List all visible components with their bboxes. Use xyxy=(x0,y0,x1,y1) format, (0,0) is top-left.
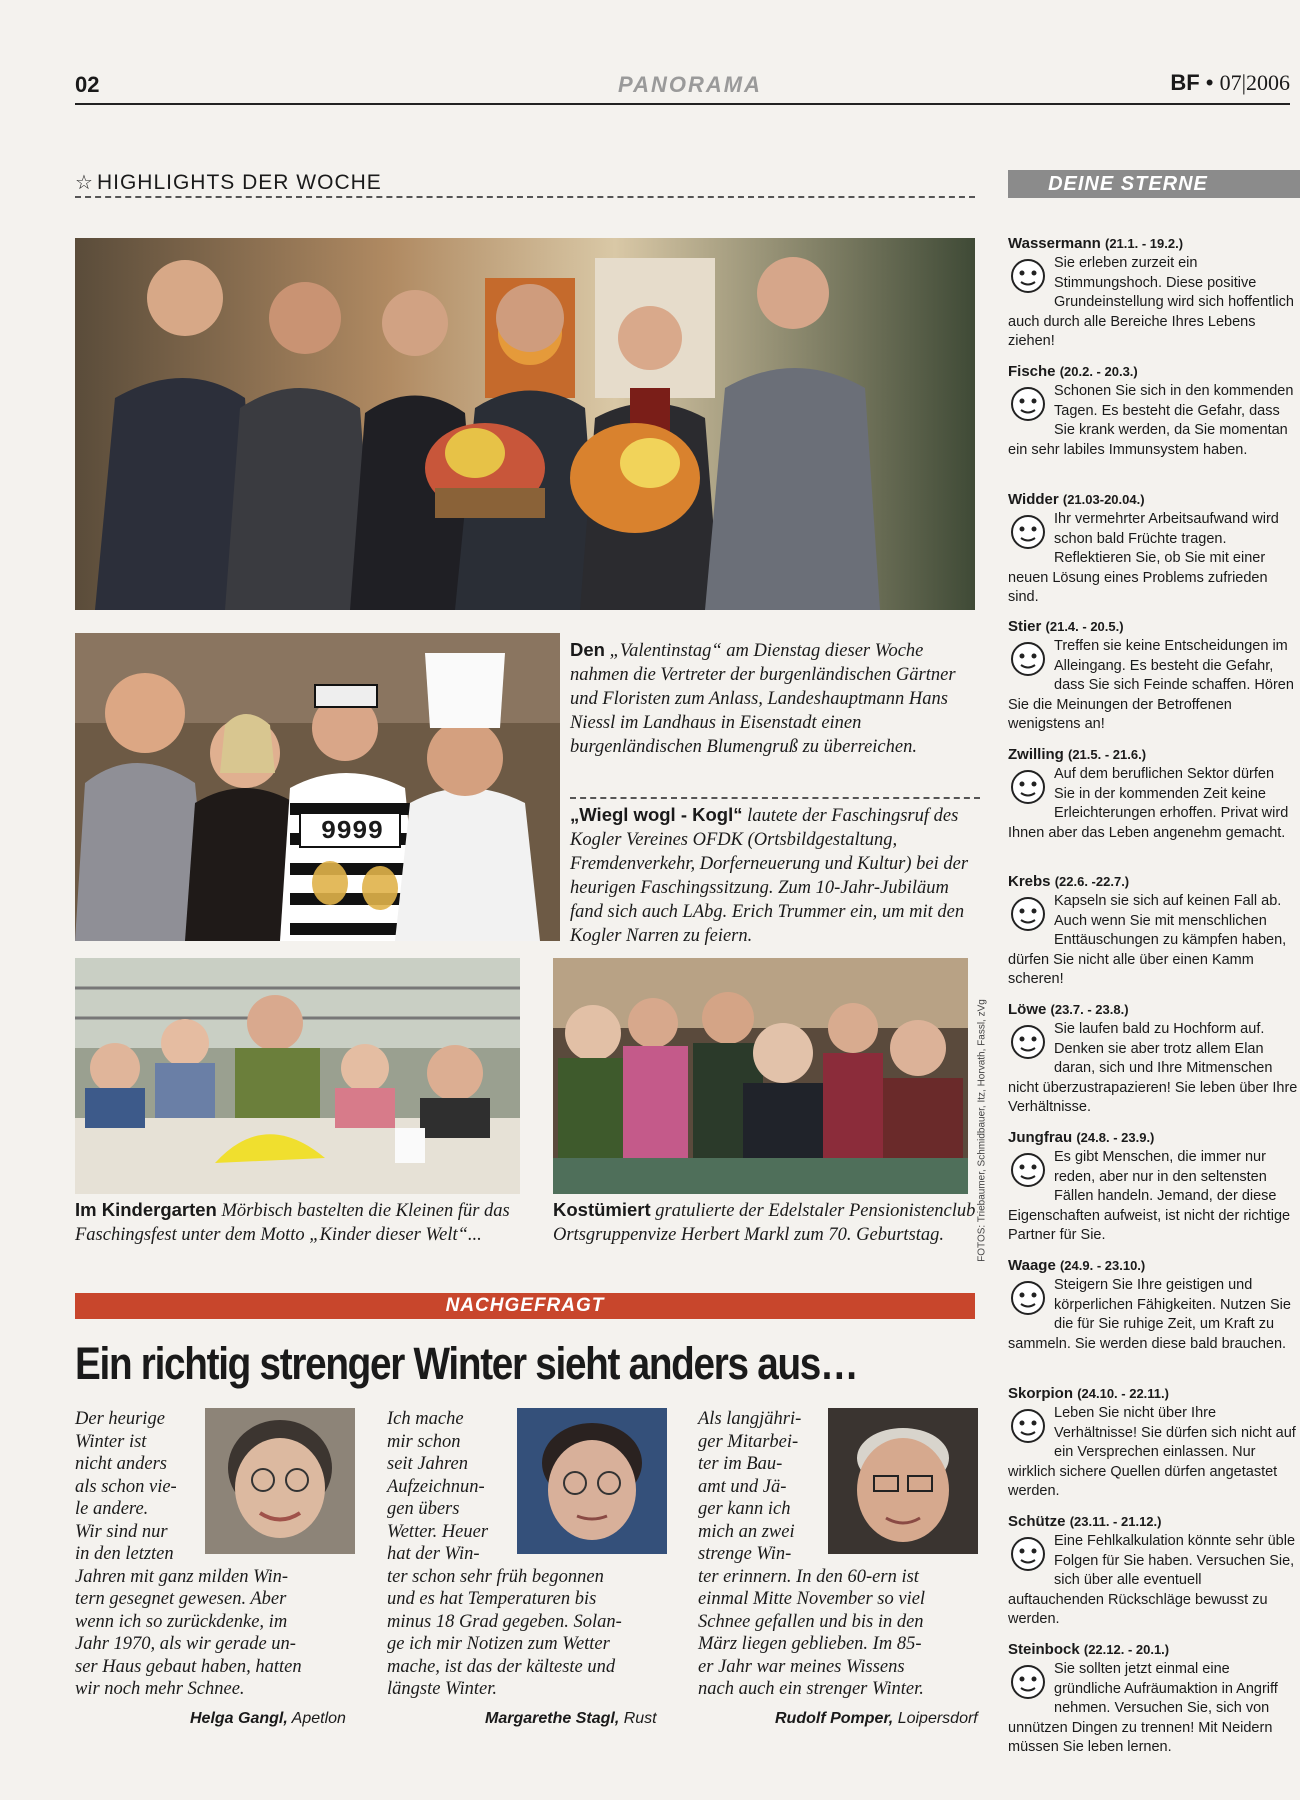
sign-name: Jungfrau xyxy=(1008,1129,1073,1146)
interview-rudolf-pomper xyxy=(698,1408,988,1708)
caption-fasching-text: lautete der Faschingsruf des Kogler Vereines OFDK (Ortsbildgestaltung, Fremdenverkehr, Dorferneuerung und Kultur) bei der heurigen Faschingssitzung. Zum 10-Jahr-Jubiläum fand sich auch LAbg. Erich Trummer ein, um mit den Kogler Narren zu feiern. xyxy=(570,806,969,946)
signature-rudolf-pomper: Rudolf Pomper, Loipersdorf xyxy=(775,1710,978,1727)
horoscope-sign-name xyxy=(1008,745,1298,765)
sign-name: Krebs xyxy=(1008,873,1051,890)
horoscope-sign-text xyxy=(1008,254,1298,352)
interview-line: strenge Win- xyxy=(698,1544,792,1564)
sign-dates: (21.5. - 21.6.) xyxy=(1068,747,1147,762)
interview-line: ter im Bau- xyxy=(698,1454,783,1474)
horoscope-sign-widder xyxy=(1008,490,1298,608)
section-title: PANORAMA xyxy=(618,72,762,97)
brand-name: BF xyxy=(1170,70,1200,95)
sign-text: Eine Fehlkalkulation könnte sehr üble Folgen für Sie haben. Versuchen Sie, sich über alle eventuell auftauchenden Rückschläge bewusst zu werden. xyxy=(1008,1533,1296,1627)
interview-line: wir noch mehr Schnee. xyxy=(75,1679,245,1699)
sign-dates: (23.11. - 21.12.) xyxy=(1069,1514,1162,1529)
sign-dates: (24.9. - 23.10.) xyxy=(1059,1258,1146,1273)
sign-name: Zwilling xyxy=(1008,746,1064,763)
sign-text: Sie erleben zurzeit ein Stimmungshoch. Diese positive Grundeinstellung wird sich hoffentlich auch durch alle Bereiche Ihres Lebens ziehen! xyxy=(1008,255,1294,349)
highlights-heading xyxy=(75,170,975,198)
sign-text: Leben Sie nicht über Ihre Verhältnisse! Sie dürfen sich nicht auf ein Versprechen einlassen. Nur wirklich sichere Quellen dürfen angetastet werden. xyxy=(1008,1405,1296,1499)
photo-fasching-kogl xyxy=(75,633,560,941)
interview-line: nach auch ein strenger Winter. xyxy=(698,1679,924,1699)
signature-helga-gangl: Helga Gangl, Apetlon xyxy=(190,1710,346,1727)
scorpio-icon xyxy=(1008,1406,1048,1446)
interview-line: mache, ist das der kälteste und xyxy=(387,1656,616,1677)
interview-margarethe-stagl xyxy=(387,1408,677,1708)
interview-line: tern gesegnet gewesen. Aber xyxy=(75,1589,287,1609)
caption-fasching xyxy=(570,797,980,948)
interview-line: amt und Jä- xyxy=(698,1476,787,1497)
horoscope-sign-text xyxy=(1008,1660,1298,1758)
page-number: 02 xyxy=(75,72,100,97)
caption-kostuemiert xyxy=(553,1198,983,1247)
horoscope-sign-name xyxy=(1008,872,1298,892)
capricorn-icon xyxy=(1008,1662,1048,1702)
photo-pensionistenclub xyxy=(553,958,968,1194)
interview-line: Aufzeichnun- xyxy=(387,1476,485,1497)
caption-kindergarten-lead: Im Kindergarten xyxy=(75,1199,217,1220)
aquarius-icon xyxy=(1008,256,1048,296)
horoscope-sign-name xyxy=(1008,617,1298,637)
aries-icon xyxy=(1008,512,1048,552)
interview-line: nicht anders xyxy=(75,1454,167,1474)
interview-line: in den letzten xyxy=(75,1544,174,1564)
sign-name: Widder xyxy=(1008,491,1059,508)
horoscope-sign-text xyxy=(1008,765,1298,843)
horoscope-sign-name xyxy=(1008,1640,1298,1660)
sign-text: Steigern Sie Ihre geistigen und körperlichen Fähigkeiten. Nutzen Sie die für Sie ruhige Zeit, um Kraft zu sammeln. Sie werden diese bald brauchen. xyxy=(1008,1277,1291,1352)
highlights-title: HIGHLIGHTS DER WOCHE xyxy=(96,171,382,194)
issue-number: 07|2006 xyxy=(1219,70,1290,95)
signature-margarethe-stagl: Margarethe Stagl, Rust xyxy=(485,1710,657,1727)
interview-line: März liegen geblieben. Im 85- xyxy=(698,1634,922,1654)
photo-valentinstag-group xyxy=(75,238,975,610)
pisces-icon xyxy=(1008,384,1048,424)
interview-line: er Jahr war meines Wissens xyxy=(698,1656,905,1677)
horoscope-sign-text xyxy=(1008,892,1298,990)
horoscope-sign-text xyxy=(1008,1148,1298,1246)
horoscope-sign-skorpion xyxy=(1008,1384,1298,1502)
horoscope-sign-text xyxy=(1008,382,1298,460)
sign-dates: (24.8. - 23.9.) xyxy=(1076,1130,1155,1145)
horoscope-sign-name xyxy=(1008,1000,1298,1020)
interview-line: als schon vie- xyxy=(75,1476,177,1497)
interview-line: hat der Win- xyxy=(387,1544,480,1564)
horoscope-sign-krebs xyxy=(1008,872,1298,990)
interview-line: längste Winter. xyxy=(387,1679,497,1699)
interview-line: Als langjähri- xyxy=(698,1409,802,1429)
nachgefragt-headline: Ein richtig strenger Winter sieht anders aus… xyxy=(75,1338,858,1389)
interview-helga-gangl xyxy=(75,1408,365,1708)
interview-line: Jahren mit ganz milden Win- xyxy=(75,1566,289,1587)
interview-line: minus 18 Grad gegeben. Solan- xyxy=(387,1611,622,1632)
interview-line: einmal Mitte November so viel xyxy=(698,1589,926,1609)
sign-text: Sie laufen bald zu Hochform auf. Denken sie aber trotz allem Elan daran, sich und Ihre Mitmenschen nicht überzustrapazieren! Sie leben über Ihre Verhältnisse. xyxy=(1008,1021,1298,1115)
photo-kindergarten xyxy=(75,958,520,1194)
virgo-icon xyxy=(1008,1150,1048,1190)
horoscope-sign-stier xyxy=(1008,617,1298,735)
portrait-helga-gangl xyxy=(205,1408,355,1554)
sign-dates: (24.10. - 22.11.) xyxy=(1077,1386,1169,1401)
sign-dates: (20.2. - 20.3.) xyxy=(1059,364,1138,379)
sign-dates: (22.12. - 20.1.) xyxy=(1083,1642,1170,1657)
horoscope-sign-jungfrau xyxy=(1008,1128,1298,1246)
sign-name: Wassermann xyxy=(1008,235,1101,252)
sign-text: Sie sollten jetzt einmal eine gründliche Aufräumaktion in Angriff nehmen. Versuchen Sie, sich von unnützen Dingen zu trennen! Mit Neidern müssen Sie leben lernen. xyxy=(1008,1661,1278,1755)
horoscope-sign-text xyxy=(1008,1276,1298,1354)
portrait-margarethe-stagl xyxy=(517,1408,667,1554)
horoscope-sign-name xyxy=(1008,1256,1298,1276)
caption-valentinstag xyxy=(570,638,980,759)
interview-line: Jahr 1970, als wir gerade un- xyxy=(75,1634,296,1654)
caption-kostuemiert-text: gratulierte der Edelstaler Pensionistenclub Ortsgruppenvize Herbert Markl zum 70. Geburtstag. xyxy=(553,1201,976,1245)
horoscope-sign-text xyxy=(1008,510,1298,608)
horoscope-sign-text xyxy=(1008,1404,1298,1502)
sign-text: Treffen sie keine Entscheidungen im Alleingang. Es besteht die Gefahr, dass Sie sich Feinde schaffen. Hören Sie die Meinungen der Betroffenen wenigstens an! xyxy=(1008,638,1294,732)
sign-dates: (21.03-20.04.) xyxy=(1062,492,1145,507)
star-icon: ☆ xyxy=(75,172,93,194)
interview-line: ger Mitarbei- xyxy=(698,1431,799,1452)
deine-sterne-title: DEINE STERNE xyxy=(1048,173,1208,195)
sign-name: Waage xyxy=(1008,1257,1056,1274)
sign-text: Es gibt Menschen, die immer nur reden, aber nur in den seltensten Fällen handeln. Jemand, der diese Eigenschaften aufweist, ist nicht der richtige Partner für Sie. xyxy=(1008,1149,1291,1243)
horoscope-sign-waage xyxy=(1008,1256,1298,1354)
sign-name: Löwe xyxy=(1008,1001,1047,1018)
horoscope-sign-name xyxy=(1008,362,1298,382)
sign-name: Fische xyxy=(1008,363,1056,380)
interview-line: ter erinnern. In den 60-ern ist xyxy=(698,1566,919,1587)
interview-line: le andere. xyxy=(75,1499,149,1519)
interview-line: gen übers xyxy=(387,1499,460,1519)
horoscope-sign-fische xyxy=(1008,362,1298,460)
horoscope-sign-text xyxy=(1008,637,1298,735)
interview-line: mir schon xyxy=(387,1431,461,1452)
sign-text: Kapseln sie sich auf keinen Fall ab. Auch wenn Sie mit menschlichen Enttäuschungen zu kämpfen haben, dürfen Sie nicht alle über einen Kamm scheren! xyxy=(1008,893,1287,987)
shirt-number: 9999 xyxy=(320,816,384,846)
sign-name: Steinbock xyxy=(1008,1641,1080,1658)
interview-line: ge ich mir Notizen zum Wetter xyxy=(387,1634,610,1654)
interview-line: ser Haus gebaut haben, hatten xyxy=(75,1656,302,1677)
caption-kindergarten xyxy=(75,1198,535,1247)
interview-line: und es hat Temperaturen bis xyxy=(387,1589,597,1609)
interview-line: mich an zwei xyxy=(698,1521,795,1542)
horoscope-sign-name xyxy=(1008,1512,1298,1532)
sign-dates: (21.4. - 20.5.) xyxy=(1045,619,1124,634)
gemini-icon xyxy=(1008,767,1048,807)
horoscope-sign-name xyxy=(1008,1384,1298,1404)
masthead-brand xyxy=(1170,70,1290,96)
horoscope-sign-text xyxy=(1008,1532,1298,1630)
interview-line: Der heurige xyxy=(75,1409,165,1429)
interview-line: Wir sind nur xyxy=(75,1521,168,1542)
brand-separator: • xyxy=(1205,70,1220,95)
horoscope-sign-löwe xyxy=(1008,1000,1298,1118)
leo-icon xyxy=(1008,1022,1048,1062)
nachgefragt-label: NACHGEFRAGT xyxy=(445,1295,605,1316)
sign-name: Stier xyxy=(1008,618,1042,635)
horoscope-sign-name xyxy=(1008,234,1298,254)
caption-valentinstag-lead: Den xyxy=(570,639,605,660)
header-rule xyxy=(75,103,1290,105)
horoscope-sign-name xyxy=(1008,490,1298,510)
caption-kindergarten-text: Mörbisch bastelten die Kleinen für das Faschingsfest unter dem Motto „Kinder dieser Welt“... xyxy=(75,1201,510,1245)
interview-line: ter schon sehr früh begonnen xyxy=(387,1566,604,1587)
interview-line: Winter ist xyxy=(75,1431,147,1452)
interview-line: Schnee gefallen und bis in den xyxy=(698,1611,924,1632)
horoscope-sign-schütze xyxy=(1008,1512,1298,1630)
horoscope-sign-steinbock xyxy=(1008,1640,1298,1758)
libra-icon xyxy=(1008,1278,1048,1318)
interview-line: Ich mache xyxy=(387,1409,464,1429)
cancer-icon xyxy=(1008,894,1048,934)
taurus-icon xyxy=(1008,639,1048,679)
interview-line: wenn ich so zurückdenke, im xyxy=(75,1611,288,1632)
caption-kostuemiert-lead: Kostümiert xyxy=(553,1199,651,1220)
interview-line: Wetter. Heuer xyxy=(387,1521,489,1542)
horoscope-sign-wassermann xyxy=(1008,234,1298,352)
interview-line: ger kann ich xyxy=(698,1499,791,1519)
sign-dates: (22.6. -22.7.) xyxy=(1054,874,1130,889)
caption-fasching-lead: „Wiegl wogl - Kogl“ xyxy=(570,804,743,825)
sign-text: Schonen Sie sich in den kommenden Tagen. Es besteht die Gefahr, dass Sie krank werden, da Sie momentan ein sehr labiles Immunsystem haben. xyxy=(1008,383,1294,458)
sign-dates: (21.1. - 19.2.) xyxy=(1104,236,1184,251)
sagittarius-icon xyxy=(1008,1534,1048,1574)
horoscope-sign-text xyxy=(1008,1020,1298,1118)
photo-credit: FOTOS: Triebaumer, Schmidbauer, Itz, Horvath, Fassl, zVg xyxy=(976,999,988,1262)
interview-line: seit Jahren xyxy=(387,1454,469,1474)
horoscope-sign-zwilling xyxy=(1008,745,1298,843)
horoscope-sign-name xyxy=(1008,1128,1298,1148)
sign-text: Auf dem beruflichen Sektor dürfen Sie in der kommenden Zeit keine Erleichterungen erhoffen. Privat wird Ihnen aber das Leben angenehm gemacht. xyxy=(1008,766,1289,841)
portrait-rudolf-pomper xyxy=(828,1408,978,1554)
sign-name: Schütze xyxy=(1008,1513,1066,1530)
sign-dates: (23.7. - 23.8.) xyxy=(1050,1002,1129,1017)
caption-valentinstag-text: „Valentinstag“ am Dienstag dieser Woche nahmen die Vertreter der burgenländischen Gärtner und Floristen zum Anlass, Landeshauptmann Hans Niessl im Landhaus in Eisenstadt einen burgenländischen Blumengruß zu überreichen. xyxy=(570,641,956,757)
sign-name: Skorpion xyxy=(1008,1385,1074,1402)
sign-text: Ihr vermehrter Arbeitsaufwand wird schon bald Früchte tragen. Reflektieren Sie, ob Sie mit einer neuen Lösung eines Problems zufrieden sind. xyxy=(1008,511,1279,605)
